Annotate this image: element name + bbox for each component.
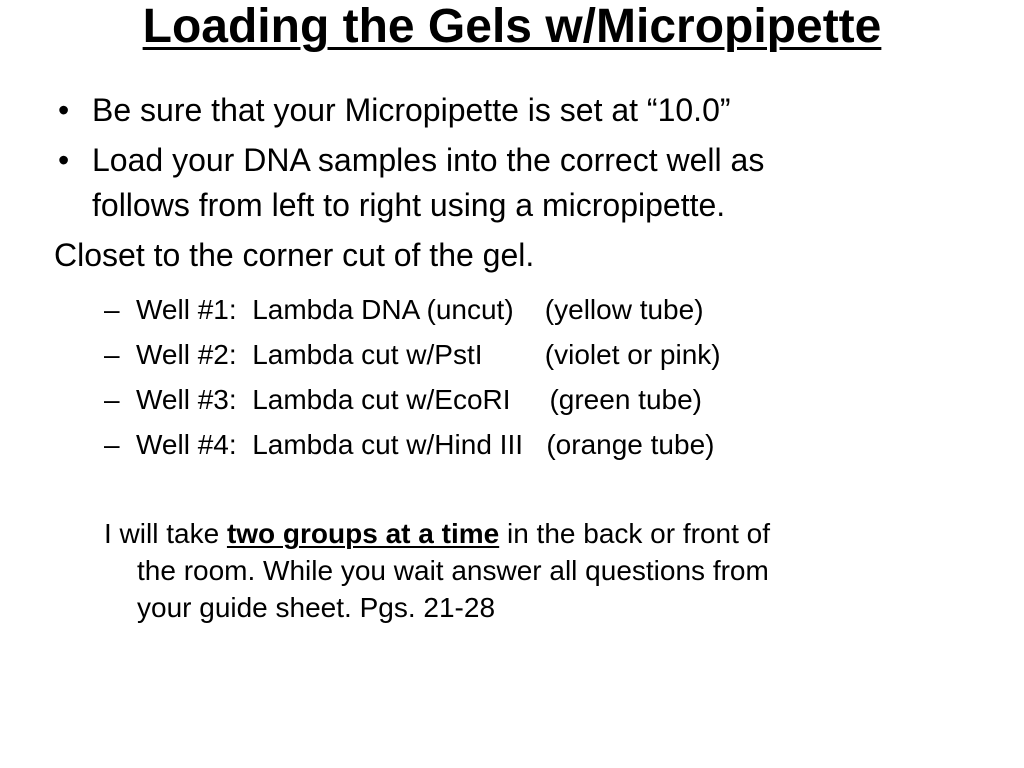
bullet-icon: • (58, 92, 70, 128)
instruction-note (104, 515, 944, 626)
well-sample: Lambda cut w/Hind III (252, 429, 524, 460)
well-tube: (violet or pink) (544, 339, 721, 370)
well-sample: Lambda DNA (uncut) (252, 294, 514, 325)
dash-icon: – (104, 339, 120, 370)
corner-cut-line: Closet to the corner cut of the gel. (54, 237, 535, 273)
bullet-item-micropipette-setting (54, 88, 954, 133)
note-prefix: I will take (104, 518, 227, 549)
bullet-icon: • (58, 142, 70, 178)
slide-title: Loading the Gels w/Micropipette (142, 0, 882, 53)
well-item-4 (102, 422, 922, 467)
dash-icon: – (104, 429, 120, 460)
bullet-list (54, 88, 954, 278)
dash-icon: – (104, 384, 120, 415)
bullet-text-line-1: Load your DNA samples into the correct well as (92, 142, 765, 178)
note-emphasis: two groups at a time (226, 518, 500, 549)
well-label: Well #4: (136, 429, 237, 460)
well-item-2 (102, 332, 922, 377)
well-tube: (green tube) (549, 384, 702, 415)
well-tube: (orange tube) (546, 429, 715, 460)
dash-icon: – (104, 294, 120, 325)
well-sample: Lambda cut w/EcoRI (252, 384, 511, 415)
well-label: Well #2: (136, 339, 237, 370)
well-sample: Lambda cut w/PstI (252, 339, 483, 370)
well-list (102, 287, 922, 467)
well-item-3 (102, 377, 922, 422)
bullet-item-load-samples (54, 138, 954, 228)
bullet-text-line-2: follows from left to right using a micropipette. (92, 187, 726, 223)
bullet-text: Be sure that your Micropipette is set at “10.0” (92, 92, 731, 128)
note-line-2: the room. While you wait answer all questions from (137, 555, 769, 586)
well-tube: (yellow tube) (544, 294, 704, 325)
note-line-3: your guide sheet. Pgs. 21-28 (137, 592, 496, 623)
note-line-1 (104, 515, 944, 552)
well-item-1 (102, 287, 922, 332)
note-suffix: in the back or front of (499, 518, 770, 549)
well-label: Well #3: (136, 384, 237, 415)
well-label: Well #1: (136, 294, 237, 325)
